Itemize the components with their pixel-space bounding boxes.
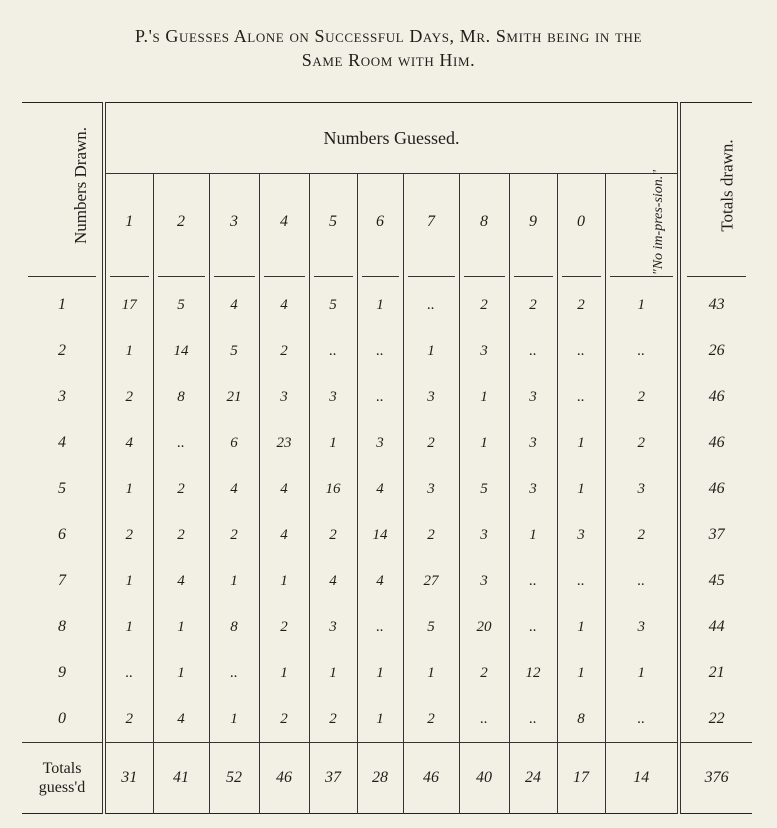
table-cell: 8 [153,374,209,420]
table-cell: 3 [509,420,557,466]
col-header-8: 8 [459,174,509,271]
table-cell: 2 [153,512,209,558]
col-header-4: 4 [259,174,309,271]
column-total: 17 [557,743,605,814]
table-cell: .. [357,374,403,420]
row-total: 37 [708,526,725,543]
table-cell: 1 [605,650,679,696]
table-cell: .. [403,282,459,328]
table-cell: 20 [459,604,509,650]
row-total: 46 [708,480,725,497]
totals-label: Totals guess'd [22,743,104,814]
table-cell: 2 [459,650,509,696]
table-cell: .. [605,328,679,374]
row-total: 43 [708,296,725,313]
table-cell: 4 [209,466,259,512]
table-cell: 2 [403,512,459,558]
row-label: 2 [22,328,104,374]
column-total: 46 [403,743,459,814]
row-label: 6 [22,512,104,558]
table-cell: 1 [357,650,403,696]
row-total: 46 [708,434,725,451]
table-cell: 4 [259,466,309,512]
table-cell: 1 [459,374,509,420]
table-cell: .. [557,374,605,420]
table-cell: 1 [357,282,403,328]
table-cell: 5 [209,328,259,374]
table-cell: 3 [403,466,459,512]
separator-rule [459,270,509,282]
table-cell: 3 [459,512,509,558]
table-cell: 1 [309,650,357,696]
column-total: 31 [104,743,153,814]
column-total: 37 [309,743,357,814]
row-header-cell [22,103,104,271]
table-cell: .. [557,558,605,604]
table-cell: 3 [309,604,357,650]
table-cell: .. [509,328,557,374]
table-cell: .. [209,650,259,696]
col-header-no-impression-label: "No im-pres-sion." [650,169,666,276]
table-cell: 27 [403,558,459,604]
table-cell: 1 [557,650,605,696]
table-cell: 3 [459,328,509,374]
separator-rule [104,270,153,282]
col-header-9: 9 [509,174,557,271]
column-total: 14 [605,743,679,814]
table-title-line-2: Same Room with Him. [301,50,476,70]
table-cell: 2 [557,282,605,328]
table-cell: 1 [605,282,679,328]
row-total: 45 [708,572,725,589]
table-cell: .. [104,650,153,696]
table-cell: 5 [459,466,509,512]
col-header-2: 2 [153,174,209,271]
table-row [22,328,752,374]
table-cell: 4 [259,512,309,558]
table-cell: 2 [209,512,259,558]
table-cell: 1 [104,604,153,650]
table-cell: 1 [403,650,459,696]
table-cell: 14 [153,328,209,374]
table-cell: .. [509,604,557,650]
grand-total: 376 [679,743,752,814]
table-cell: 5 [309,282,357,328]
row-total: 46 [708,388,725,405]
col-header-no-impression [605,169,679,276]
table-cell: 21 [209,374,259,420]
separator-rule [509,270,557,282]
table-row [22,512,752,558]
table-cell: 3 [309,374,357,420]
table-cell: 1 [104,328,153,374]
table-cell: 3 [459,558,509,604]
guess-table [22,102,752,814]
table-cell: .. [605,558,679,604]
separator-rule [557,270,605,282]
separator-rule [403,270,459,282]
table-cell: 4 [259,282,309,328]
table-cell: 4 [153,696,209,743]
col-header-5: 5 [309,174,357,271]
total-header-cell [679,103,752,271]
separator-rule [22,270,104,282]
totals-row [22,743,752,814]
table-cell: 2 [153,466,209,512]
row-label: 3 [22,374,104,420]
separator-rule [153,270,209,282]
row-label: 1 [22,282,104,328]
column-total: 28 [357,743,403,814]
table-cell: 2 [259,328,309,374]
table-cell: 2 [605,420,679,466]
separator-rule [309,270,357,282]
table-cell: 2 [309,696,357,743]
table-cell: 1 [104,466,153,512]
table-cell: 1 [403,328,459,374]
table-cell: 4 [209,282,259,328]
table-title-line-1: P.'s Guesses Alone on Successful Days, Mr. Smith being in the [134,26,643,46]
table-cell: 17 [104,282,153,328]
table-cell: 23 [259,420,309,466]
table-cell: 4 [104,420,153,466]
table-cell: 1 [209,558,259,604]
column-total: 24 [509,743,557,814]
table-cell: 4 [309,558,357,604]
table-cell: 3 [357,420,403,466]
table-cell: .. [459,696,509,743]
table-cell: 2 [104,512,153,558]
table-cell: .. [309,328,357,374]
table-cell: 8 [557,696,605,743]
separator-rule [605,270,679,282]
table-cell: 1 [459,420,509,466]
row-label: 4 [22,420,104,466]
table-cell: 5 [403,604,459,650]
table-cell: 3 [259,374,309,420]
table-cell: 5 [153,282,209,328]
separator-rule [679,270,752,282]
column-total: 52 [209,743,259,814]
table-row [22,696,752,743]
table-row [22,420,752,466]
table-cell: 1 [259,558,309,604]
table-cell: 2 [259,696,309,743]
table-row [22,374,752,420]
table-cell: 2 [104,374,153,420]
table-cell: .. [509,558,557,604]
table-cell: 4 [357,558,403,604]
table-cell: 3 [509,374,557,420]
row-total: 22 [708,710,725,727]
table-cell: 1 [309,420,357,466]
table-cell: 1 [104,558,153,604]
table-cell: 2 [309,512,357,558]
table-cell: 14 [357,512,403,558]
table-cell: 4 [357,466,403,512]
col-header-6: 6 [357,174,403,271]
table-row [22,282,752,328]
table-cell: 8 [209,604,259,650]
row-label: 7 [22,558,104,604]
table-cell: .. [357,604,403,650]
row-total: 26 [708,342,725,359]
table-row [22,604,752,650]
table-cell: 3 [605,604,679,650]
table-cell: 6 [209,420,259,466]
table-cell: 1 [557,466,605,512]
col-header-0: 0 [557,174,605,271]
column-total: 41 [153,743,209,814]
table-cell: 2 [403,696,459,743]
group-header: Numbers Guessed. [104,103,679,174]
table-cell: 1 [557,604,605,650]
row-total: 44 [708,618,725,635]
table-cell: .. [153,420,209,466]
table-cell: 1 [153,650,209,696]
col-header-7: 7 [403,174,459,271]
table-cell: 1 [557,420,605,466]
table-cell: .. [605,696,679,743]
table-cell: 1 [209,696,259,743]
row-label: 9 [22,650,104,696]
separator-rule [209,270,259,282]
separator-rule [357,270,403,282]
table-cell: 1 [153,604,209,650]
table-cell: 2 [459,282,509,328]
total-header: Totals drawn. [717,139,737,232]
table-cell: 2 [509,282,557,328]
separator-rule [259,270,309,282]
table-cell: 2 [605,512,679,558]
column-total: 40 [459,743,509,814]
row-total: 21 [708,664,725,681]
column-total: 46 [259,743,309,814]
table-cell: 4 [153,558,209,604]
table-cell: 16 [309,466,357,512]
table-cell: .. [509,696,557,743]
table-cell: 3 [557,512,605,558]
col-header-1: 1 [104,174,153,271]
table-cell: 2 [259,604,309,650]
table-cell: 3 [509,466,557,512]
table-cell: 1 [509,512,557,558]
row-label: 5 [22,466,104,512]
table-cell: 1 [357,696,403,743]
table-cell: 3 [403,374,459,420]
table-cell: 12 [509,650,557,696]
table-row [22,650,752,696]
table-cell: .. [557,328,605,374]
table-cell: 2 [403,420,459,466]
row-label: 8 [22,604,104,650]
table-cell: 1 [259,650,309,696]
table-cell: 3 [605,466,679,512]
table-row [22,466,752,512]
table-cell: 2 [605,374,679,420]
col-header-3: 3 [209,174,259,271]
table-row [22,558,752,604]
row-header: Numbers Drawn. [71,126,91,245]
table-cell: .. [357,328,403,374]
table-cell: 2 [104,696,153,743]
row-label: 0 [22,696,104,743]
